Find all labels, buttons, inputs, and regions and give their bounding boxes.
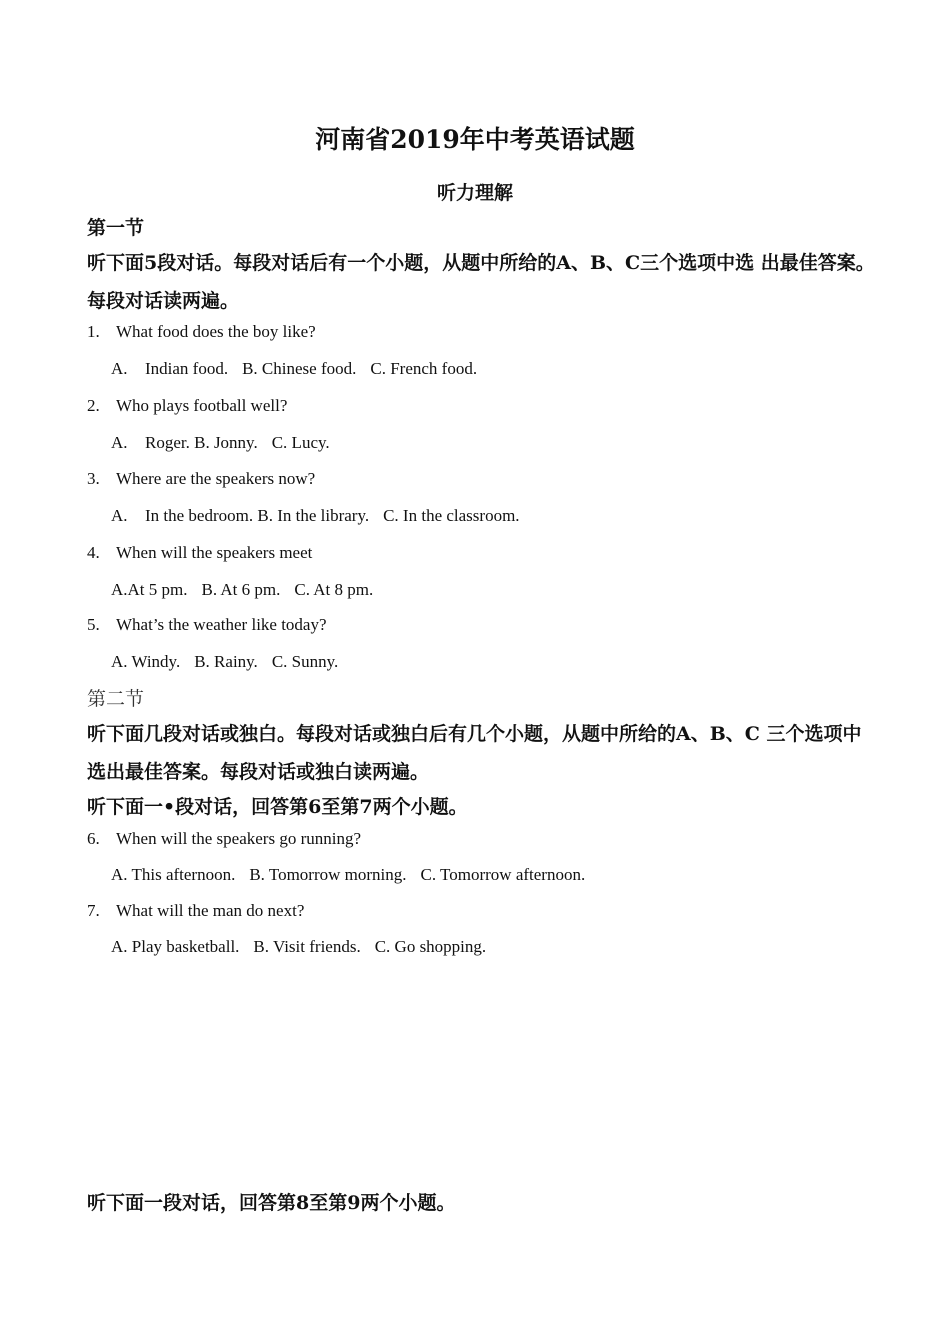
question-text: What will the man do next? xyxy=(116,901,305,920)
question-text: Where are the speakers now? xyxy=(116,469,316,488)
question-1-options xyxy=(111,359,477,379)
section1-instruction-line1: 听下面5段对话。每段对话后有一个小题，从题中所给的A、B、C三个选项中选 出最佳答案。 xyxy=(87,252,875,274)
question-number: 4. xyxy=(87,543,100,562)
question-4-options xyxy=(111,580,373,600)
option: C. Go shopping. xyxy=(374,937,487,956)
question-number: 2. xyxy=(87,396,100,415)
question-5-options xyxy=(111,652,338,672)
option: A. xyxy=(111,433,128,452)
section1-instruction-line2: 每段对话读两遍。 xyxy=(87,290,240,312)
question-1 xyxy=(87,322,316,342)
question-number: 1. xyxy=(87,322,100,341)
page-title: 河南省2019年中考英语试题 xyxy=(315,125,635,154)
option: A. xyxy=(111,506,128,525)
section2-sub-instruction-1: 听下面一•段对话，回答第6至第7两个小题。 xyxy=(87,796,468,818)
question-text: When will the speakers meet xyxy=(116,543,313,562)
question-4 xyxy=(87,543,312,563)
option: A. Play basketball. xyxy=(111,937,240,956)
option: C. Sunny. xyxy=(271,652,339,671)
option: A. This afternoon. xyxy=(111,865,236,884)
section2-sub-instruction-2: 听下面一段对话，回答第8至第9两个小题。 xyxy=(87,1192,456,1214)
section1-heading: 第一节 xyxy=(87,217,145,239)
section2-instruction-line2: 选出最佳答案。每段对话或独白读两遍。 xyxy=(87,761,430,783)
option: B. Visit friends. xyxy=(253,937,361,956)
option: C. At 8 pm. xyxy=(294,580,374,599)
question-text: What food does the boy like? xyxy=(116,322,316,341)
question-number: 3. xyxy=(87,469,100,488)
question-text: When will the speakers go running? xyxy=(116,829,362,848)
question-6 xyxy=(87,829,361,849)
question-5 xyxy=(87,615,327,635)
section2-heading: 第二节 xyxy=(87,688,145,710)
option: B. Chinese food. xyxy=(242,359,357,378)
question-number: 7. xyxy=(87,901,100,920)
question-number: 5. xyxy=(87,615,100,634)
question-3 xyxy=(87,469,315,489)
option: Roger. B. Jonny. xyxy=(145,433,258,452)
option: B. Tomorrow morning. xyxy=(249,865,407,884)
option: A. xyxy=(111,359,128,378)
question-3-options xyxy=(111,506,520,526)
option: Indian food. xyxy=(145,359,229,378)
question-7-options xyxy=(111,937,486,957)
question-2 xyxy=(87,396,287,416)
option: C. In the classroom. xyxy=(383,506,520,525)
question-6-options xyxy=(111,865,585,885)
option: B. At 6 pm. xyxy=(201,580,281,599)
question-text: What’s the weather like today? xyxy=(116,615,327,634)
question-number: 6. xyxy=(87,829,100,848)
option: A. Windy. xyxy=(111,652,181,671)
option: C. Lucy. xyxy=(271,433,330,452)
question-2-options xyxy=(111,433,330,453)
option: In the bedroom. B. In the library. xyxy=(145,506,370,525)
option: C. French food. xyxy=(370,359,478,378)
page-subtitle: 听力理解 xyxy=(436,182,513,204)
section2-instruction-line1: 听下面几段对话或独白。每段对话或独白后有几个小题，从题中所给的A、B、C 三个选项中 xyxy=(87,723,862,745)
option: A.At 5 pm. xyxy=(111,580,188,599)
question-7 xyxy=(87,901,304,921)
option: C. Tomorrow afternoon. xyxy=(420,865,586,884)
option: B. Rainy. xyxy=(194,652,258,671)
question-text: Who plays football well? xyxy=(116,396,288,415)
